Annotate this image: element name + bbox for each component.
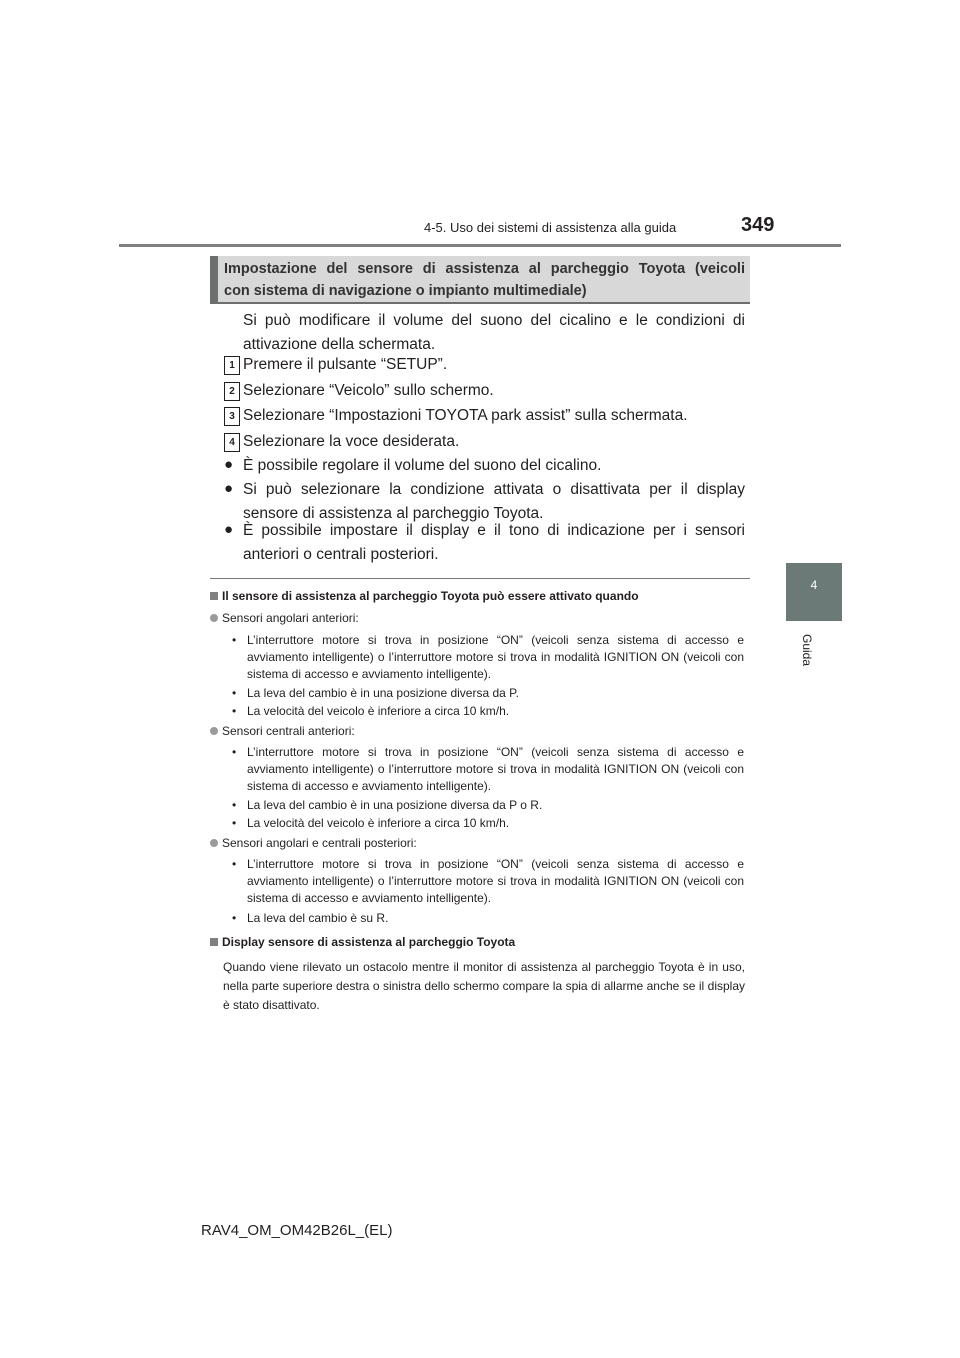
dot-bullet-icon: • [232, 857, 237, 871]
bullet-icon-3: ● [224, 521, 234, 538]
chapter-tab-label-text: Guida [800, 633, 814, 667]
dot-bullet-icon: • [232, 816, 237, 830]
circle-bullet-icon [210, 614, 218, 622]
list-item [232, 856, 744, 907]
step-number-4: 4 [224, 433, 240, 452]
list-item [232, 685, 744, 702]
bullet-text-1: È possibile regolare il volume del suono del cicalino. [243, 457, 602, 474]
chapter-tab-number: 4 [810, 578, 818, 592]
square-bullet-icon [210, 592, 218, 600]
page-number: 349 [741, 214, 775, 236]
step-text-4: Selezionare la voce desiderata. [243, 433, 460, 450]
list-item-text: La leva del cambio è in una posizione diversa da P o R. [247, 798, 543, 812]
list-item [232, 815, 744, 832]
bullet-icon-1: ● [224, 456, 234, 473]
intro-paragraph: Si può modificare il volume del suono del cicalino e le condizioni di attivazione della schermata. [243, 312, 745, 353]
list-item-text: La leva del cambio è in una posizione diversa da P. [247, 686, 519, 700]
bullet-text-2: Si può selezionare la condizione attivata o disattivata per il display sensore di assistenza al parcheggio Toyota. [243, 481, 745, 522]
list-item-text: La leva del cambio è su R. [247, 911, 389, 925]
chapter-tab-label [800, 625, 814, 675]
header-divider [119, 244, 841, 247]
section-title-line-1: Impostazione del sensore di assistenza al parcheggio Toyota (veicoli [224, 261, 745, 277]
step-number-1: 1 [224, 356, 240, 375]
note-group-front-center [210, 724, 355, 738]
section-title-line-2: con sistema di navigazione o impianto multimediale) [224, 283, 587, 299]
list-item [232, 703, 744, 720]
step-number-3: 3 [224, 407, 240, 426]
list-item [232, 797, 744, 814]
note-group-front-corner [210, 611, 359, 625]
header-section-title: 4-5. Uso dei sistemi di assistenza alla guida [424, 220, 677, 235]
list-item-text: La velocità del veicolo è inferiore a circa 10 km/h. [247, 704, 510, 718]
step-text-3: Selezionare “Impostazioni TOYOTA park assist” sulla schermata. [243, 407, 688, 424]
note-group-front-corner-title: Sensori angolari anteriori: [222, 611, 359, 625]
note-heading-activation [210, 589, 639, 603]
circle-bullet-icon [210, 839, 218, 847]
note-heading-activation-text: Il sensore di assistenza al parcheggio Toyota può essere attivato quando [222, 589, 639, 603]
step-text-2: Selezionare “Veicolo” sullo schermo. [243, 382, 494, 399]
list-item-text: L’interruttore motore si trova in posizione “ON” (veicoli senza sistema di accesso e avviamento intelligente) o l’interruttore motore si trova in modalità IGNITION ON (veicoli con sistema di accesso e avviamento intelligente). [247, 633, 744, 681]
notes-divider [210, 578, 750, 579]
list-item [232, 910, 744, 927]
footer-document-code: RAV4_OM_OM42B26L_(EL) [201, 1222, 393, 1239]
chapter-tab [786, 563, 842, 621]
dot-bullet-icon: • [232, 911, 237, 925]
note-display-paragraph: Quando viene rilevato un ostacolo mentre il monitor di assistenza al parcheggio Toyota è in uso, nella parte superiore destra o sinistra dello schermo compare la spia di allarme anche se il display è stato disattivato. [223, 960, 745, 1012]
circle-bullet-icon [210, 727, 218, 735]
note-heading-display-text: Display sensore di assistenza al parcheggio Toyota [222, 935, 516, 949]
note-heading-display [210, 935, 515, 949]
dot-bullet-icon: • [232, 745, 237, 759]
dot-bullet-icon: • [232, 633, 237, 647]
list-item [232, 744, 744, 795]
step-number-2: 2 [224, 382, 240, 401]
list-item-text: L’interruttore motore si trova in posizione “ON” (veicoli senza sistema di accesso e avviamento intelligente) o l’interruttore motore si trova in modalità IGNITION ON (veicoli con sistema di accesso e avviamento intelligente). [247, 745, 744, 793]
bullet-icon-2: ● [224, 480, 234, 497]
note-group-rear-title: Sensori angolari e centrali posteriori: [222, 836, 417, 850]
note-group-front-center-title: Sensori centrali anteriori: [222, 724, 355, 738]
step-text-1: Premere il pulsante “SETUP”. [243, 356, 448, 373]
bullet-text-3: È possibile impostare il display e il tono di indicazione per i sensori anteriori o centrali posteriori. [243, 522, 745, 563]
note-group-rear [210, 836, 417, 850]
list-item-text: La velocità del veicolo è inferiore a circa 10 km/h. [247, 816, 510, 830]
dot-bullet-icon: • [232, 798, 237, 812]
square-bullet-icon [210, 938, 218, 946]
section-title [224, 258, 745, 302]
section-title-bar [210, 256, 218, 302]
list-item [232, 632, 744, 683]
list-item-text: L’interruttore motore si trova in posizione “ON” (veicoli senza sistema di accesso e avviamento intelligente) o l’interruttore motore si trova in modalità IGNITION ON (veicoli con sistema di accesso e avviamento intelligente). [247, 857, 744, 905]
dot-bullet-icon: • [232, 686, 237, 700]
dot-bullet-icon: • [232, 704, 237, 718]
